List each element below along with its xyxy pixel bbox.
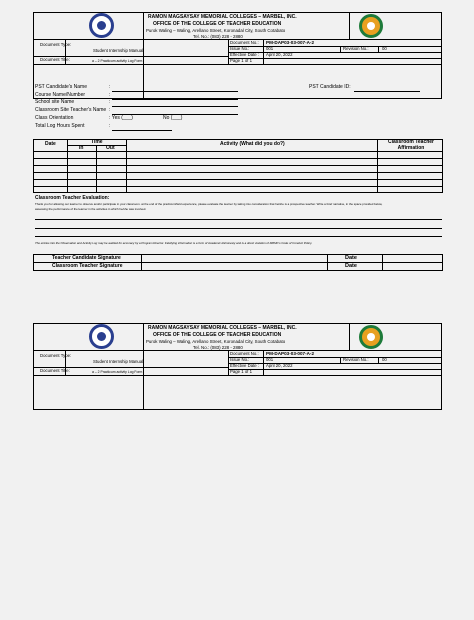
total-hours-field[interactable] xyxy=(112,130,172,131)
evaluation-title: Classroom Teacher Evaluation: xyxy=(35,195,110,201)
telephone-2: Tel. No.: (083) 228 - 2880 xyxy=(193,345,243,350)
col-date: Date xyxy=(45,141,56,147)
candidate-name-label: PST Candidate's Name xyxy=(35,84,87,90)
address: Purok Waling – Waling, Arellano Street, Koronadal City, South Cotabato xyxy=(146,28,286,33)
doc-title-label-2: Document Title: xyxy=(40,368,70,373)
department-seal-logo xyxy=(359,325,383,349)
doc-title-value-2: a – 2 Practicum activity Log Form xyxy=(92,370,143,374)
revision-value: 00 xyxy=(382,46,387,51)
page-number-2: Page 1 of 1 xyxy=(230,369,252,374)
doc-type-value-2: Student Internship Manual xyxy=(93,359,144,364)
school-field[interactable] xyxy=(112,106,238,107)
date-label-2: Date xyxy=(345,263,357,269)
issue-value: 001 xyxy=(266,46,274,51)
office-name: OFFICE OF THE COLLEGE OF TEACHER EDUCATION xyxy=(153,21,282,27)
revision-label: Revision No.: xyxy=(343,46,369,51)
address-2: Purok Waling – Waling, Arellano Street, Koronadal City, South Cotabato xyxy=(146,339,286,344)
document-page: RAMON MAGSAYSAY MEMORIAL COLLEGES – MARBEL, INC. OFFICE OF THE COLLEGE OF TEACHER EDUCATION Purok Waling – Waling, Arellano Street, Koronadal City, South Cotabato Tel. No.: (083) 228 - 2880 Document Type: Student Internship Manual Document Title: a – 2 Practicum activity Log Form Document No.: PM-DAP03-03-007-A-2 Issue No.: 001 Revision No.: 00 Effective Date : April 20, 2022 Page 1 of 1 PST Candidate's Name : PST Candidate ID: Course Name/Number : School site Name : Classroom Site Teacher's Name : Class Orientation : Yes (___) No (___) Total Log Hours Spent : Date Time In Out Activity (What did you do?) Classroom Teacher Affirmation Classroom Teacher Evaluation: Thank you for allowing our learner to observe and/or participate in your classroom. at the end of the practicum/field experience, please evaluate the learner by taking into consideration that he/she is a prospective teacher. Write a brief narrative, in the space provided below, assessing the performance of the learner in the activities in which he/she was involved. The entries into the Observation and Activity Log may be audited for accuracy by a Program Director. Falsifying information is a form of Academic dishonesty and is a direct violation of RMMC's Code of Conduct Policy. Teacher Candidate Signature Classroom Teacher Signature Date Date RAMON MAGSAYSAY MEMORIAL COLLEGES – MARBEL, INC. OFFICE OF THE COLLEGE OF TEACHER EDUCATION Purok Waling – Waling, Arellano Street, Koronadal City, South Cotabato Tel. No.: (083) 228 - 2880 Document Type: Student Internship Manual Document Title: a – 2 Practicum activity Log Form Document No.: PM-DAP03-03-007-A-2 Issue No.: 001 Revision No.: 00 Effective Date : April 20, 2022 Page 1 of 1 xyxy=(0,0,474,620)
evaluation-text-2: assessing the performance of the learner in the activities in which he/she was involved. xyxy=(35,207,147,211)
evaluation-line[interactable] xyxy=(35,219,442,220)
classroom-teacher-signature-label: Classroom Teacher Signature xyxy=(52,263,123,269)
doc-type-value: Student Internship Manual xyxy=(93,48,144,53)
effective-value: April 20, 2022 xyxy=(266,52,293,57)
doc-no-value: PM-DAP03-03-007-A-2 xyxy=(266,40,314,45)
effective-label-2: Effective Date : xyxy=(230,363,260,368)
doc-title-value: a – 2 Practicum activity Log Form xyxy=(92,59,143,63)
doc-title-label: Document Title: xyxy=(40,57,70,62)
course-label: Course Name/Number xyxy=(35,92,86,98)
page-number: Page 1 of 1 xyxy=(230,58,252,63)
institution-name: RAMON MAGSAYSAY MEMORIAL COLLEGES – MARBEL, INC. xyxy=(148,14,297,20)
doc-no-value-2: PM-DAP03-03-007-A-2 xyxy=(266,351,314,356)
disclaimer: The entries into the Observation and Activity Log may be audited for accuracy by a Program Director. Falsifying information is a form of Academic dishonesty and is a direct violation of RMMC's Code of Conduct Policy. xyxy=(35,241,313,245)
doc-no-label-2: Document No.: xyxy=(230,351,259,356)
issue-label-2: Issue No.: xyxy=(230,357,250,362)
evaluation-text-1: Thank you for allowing our learner to observe and/or participate in your classroom. at the end of the practicum/field experience, please evaluate the learner by taking into consideration that he/she is a prospective teacher. Write a brief narrative, in the space provided below, xyxy=(35,202,383,206)
issue-label: Issue No.: xyxy=(230,46,250,51)
teacher-candidate-signature-label: Teacher Candidate Signature xyxy=(52,255,121,261)
school-seal-logo xyxy=(89,13,114,38)
col-time: Time xyxy=(91,139,103,145)
candidate-id-label: PST Candidate ID: xyxy=(309,84,351,90)
revision-label-2: Revision No.: xyxy=(343,357,369,362)
orientation-no[interactable]: No (___) xyxy=(163,115,183,121)
evaluation-line[interactable] xyxy=(35,228,442,229)
candidate-name-field[interactable] xyxy=(112,91,238,92)
effective-label: Effective Date : xyxy=(230,52,260,57)
school-seal-logo xyxy=(89,324,114,349)
revision-value-2: 00 xyxy=(382,357,387,362)
col-affirmation: Classroom Teacher Affirmation xyxy=(387,139,435,151)
date-label-1: Date xyxy=(345,255,357,261)
effective-value-2: April 20, 2022 xyxy=(266,363,293,368)
doc-type-label: Document Type: xyxy=(40,42,72,47)
col-time-in: In xyxy=(79,145,84,151)
department-seal-logo xyxy=(359,14,383,38)
school-label: School site Name xyxy=(35,99,75,105)
doc-type-label-2: Document Type: xyxy=(40,353,72,358)
col-time-out: Out xyxy=(106,145,115,151)
office-name-2: OFFICE OF THE COLLEGE OF TEACHER EDUCATION xyxy=(153,332,282,338)
candidate-id-field[interactable] xyxy=(354,91,420,92)
evaluation-line[interactable] xyxy=(35,236,442,237)
telephone: Tel. No.: (083) 228 - 2880 xyxy=(193,34,243,39)
course-field[interactable] xyxy=(112,99,238,100)
orientation-yes[interactable]: : Yes (___) xyxy=(109,115,133,121)
institution-name-2: RAMON MAGSAYSAY MEMORIAL COLLEGES – MARBEL, INC. xyxy=(148,325,297,331)
orientation-label: Class Orientation xyxy=(35,115,74,121)
total-hours-label: Total Log Hours Spent xyxy=(35,123,85,129)
issue-value-2: 001 xyxy=(266,357,274,362)
doc-no-label: Document No.: xyxy=(230,40,259,45)
col-activity: Activity (What did you do?) xyxy=(220,141,285,147)
classroom-teacher-label: Classroom Site Teacher's Name xyxy=(35,107,107,113)
